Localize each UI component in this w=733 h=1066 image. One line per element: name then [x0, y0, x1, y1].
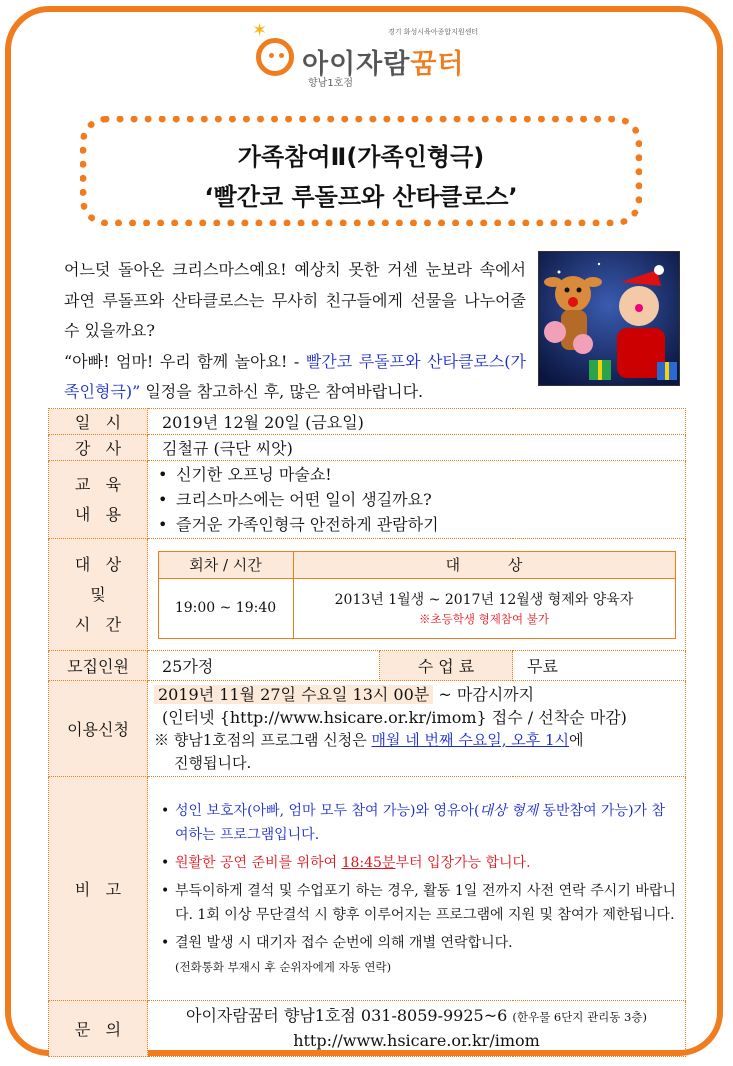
table-row [49, 1001, 686, 1057]
table-row [49, 651, 686, 681]
schedule-time: 19:00 ~ 19:40 [158, 578, 293, 638]
date-label-text: 일 시 [74, 413, 122, 432]
table-row [49, 461, 686, 539]
logo-branch: 향남1호점 [308, 78, 354, 89]
intro-sentence-3: 일정을 참고하신 후, 많은 참여바랍니다. [140, 382, 424, 401]
schedule-table [158, 551, 676, 639]
schedule-target [293, 578, 675, 638]
table-row [49, 777, 686, 1001]
note2-a: 원활한 공연 준비를 위하여 [175, 854, 342, 871]
apply-notice-a: ※ 향남1호점의 프로그램 신청은 [154, 730, 372, 749]
notes-label [49, 777, 148, 1001]
table-row [49, 681, 686, 777]
smiley-face-icon [256, 38, 294, 76]
schedule-header-target-text: 대 상 [445, 556, 523, 574]
schedule-target-text: 2013년 1월생 ~ 2017년 12월생 형제와 양육자 [334, 592, 634, 608]
apply-method: (인터넷 {http://www.hsicare.or.kr/imom} 접수 / 선착순 마감) [162, 707, 627, 727]
santa-rudolph-illustration [539, 252, 679, 385]
table-row [49, 539, 686, 651]
intro-program-name: 빨간코 루돌프와 산타클로스(가족인형극)” [64, 351, 526, 401]
teacher-value: 김철규 (극단 씨앗) [148, 435, 686, 461]
schedule-note: ※초등학생 형제참여 불가 [419, 612, 549, 626]
target-label [49, 539, 148, 651]
list-item [149, 851, 684, 875]
star-icon: ✶ [252, 20, 268, 41]
schedule-row [158, 578, 675, 638]
teacher-label-text: 강 사 [74, 439, 122, 458]
puppet-show-photo [538, 251, 680, 386]
title-box [80, 116, 642, 226]
page-title: 가족참여Ⅱ(가족인형극) [237, 143, 485, 171]
list-item: • 즐거운 가족인형극 안전하게 관람하기 [156, 512, 684, 537]
apply-value [148, 681, 686, 777]
notes-value [148, 777, 686, 1001]
recruit-label: 모집인원 [49, 651, 148, 681]
apply-schedule-link[interactable]: 매월 네 번째 수요일, 오후 1시 [371, 730, 570, 749]
apply-notice-b: 에 [569, 730, 584, 749]
notes-list [149, 799, 684, 979]
list-item: • 크리스마스에는 어떤 일이 생길까요? [156, 487, 684, 512]
list-item [149, 931, 684, 979]
list-item: • 부득이하게 결석 및 수업포기 하는 경우, 활동 1일 전까지 사전 연락 주시기 바랍니다. 1회 이상 무단결석 시 향후 이루어지는 프로그램에 지원 및 참여가 제한됩니다. [149, 879, 684, 927]
apply-open-time: 2019년 11월 27일 수요일 13시 00분 [154, 685, 433, 704]
note1-b: 동반참여 가능)가 참여하는 프로그램입니다. [175, 802, 666, 843]
date-value: 2019년 12월 20일 (금요일) [148, 409, 686, 435]
apply-notice [154, 729, 684, 752]
notes-label-text: 비 고 [74, 880, 122, 899]
table-row [49, 435, 686, 461]
apply-period [154, 683, 684, 706]
content-label-text: 교 육 내 용 [74, 474, 122, 524]
content-label [49, 461, 148, 539]
apply-label: 이용신청 [49, 681, 148, 777]
note2-time: 18:45분 [341, 854, 396, 871]
intro-text [64, 255, 526, 408]
target-label-text: 대 상 및 시 간 [74, 554, 122, 634]
intro-sentence-2: “아빠! 엄마! 우리 함께 놀아요! - [64, 351, 306, 371]
page-subtitle: ‘빨간코 루돌프와 산타클로스’ [204, 183, 518, 211]
note2-b: 부터 입장가능 합니다. [395, 854, 531, 871]
contact-label-text: 문 의 [74, 1020, 122, 1039]
table-row [49, 409, 686, 435]
contact-url[interactable]: http://www.hsicare.or.kr/imom [293, 1031, 540, 1050]
logo-name-suffix: 꿈터 [410, 49, 465, 80]
schedule-cell [148, 539, 686, 651]
note4-sub: (전화통화 부재시 후 순위자에게 자동 연락) [175, 959, 392, 974]
contact-phone-text: 아이자람꿈터 향남1호점 031-8059-9925~6 [186, 1006, 508, 1025]
recruit-value: 25가정 [148, 651, 380, 681]
content-value [148, 461, 686, 539]
contact-value [148, 1001, 686, 1057]
date-label [49, 409, 148, 435]
contact-phone [149, 1004, 684, 1029]
logo-name-prefix: 아이자람 [302, 49, 411, 80]
list-item [149, 799, 684, 847]
logo [252, 20, 492, 90]
contact-label [49, 1001, 148, 1057]
apply-notice-c: 진행됩니다. [174, 753, 252, 772]
content-list [156, 462, 684, 537]
contact-address: (한우물 6단지 관리동 3층) [512, 1010, 647, 1024]
schedule-header-target [293, 551, 675, 578]
note4: 결원 발생 시 대기자 접수 순번에 의해 개별 연락합니다. [175, 934, 513, 951]
info-table [48, 408, 686, 1057]
note1-em: 대상 형제 [479, 802, 539, 819]
schedule-header-time: 회차 / 시간 [158, 551, 293, 578]
schedule-header-row [158, 551, 675, 578]
intro-sentence-1: 어느덧 돌아온 크리스마스예요! 예상치 못한 거센 눈보라 속에서 과연 루돌프와 산타클로스는 무사히 친구들에게 선물을 나누어줄 수 있을까요? [64, 260, 526, 340]
apply-deadline: ~ 마감시까지 [433, 684, 535, 704]
logo-center-name: 경기 화성시육아종합지원센터 [388, 28, 479, 36]
teacher-label [49, 435, 148, 461]
note1-a: 성인 보호자(아빠, 엄마 모두 참여 가능)와 영유아( [175, 802, 480, 819]
fee-label: 수 업 료 [380, 651, 513, 681]
list-item: • 신기한 오프닝 마술쇼! [156, 462, 684, 487]
fee-value: 무료 [513, 651, 686, 681]
